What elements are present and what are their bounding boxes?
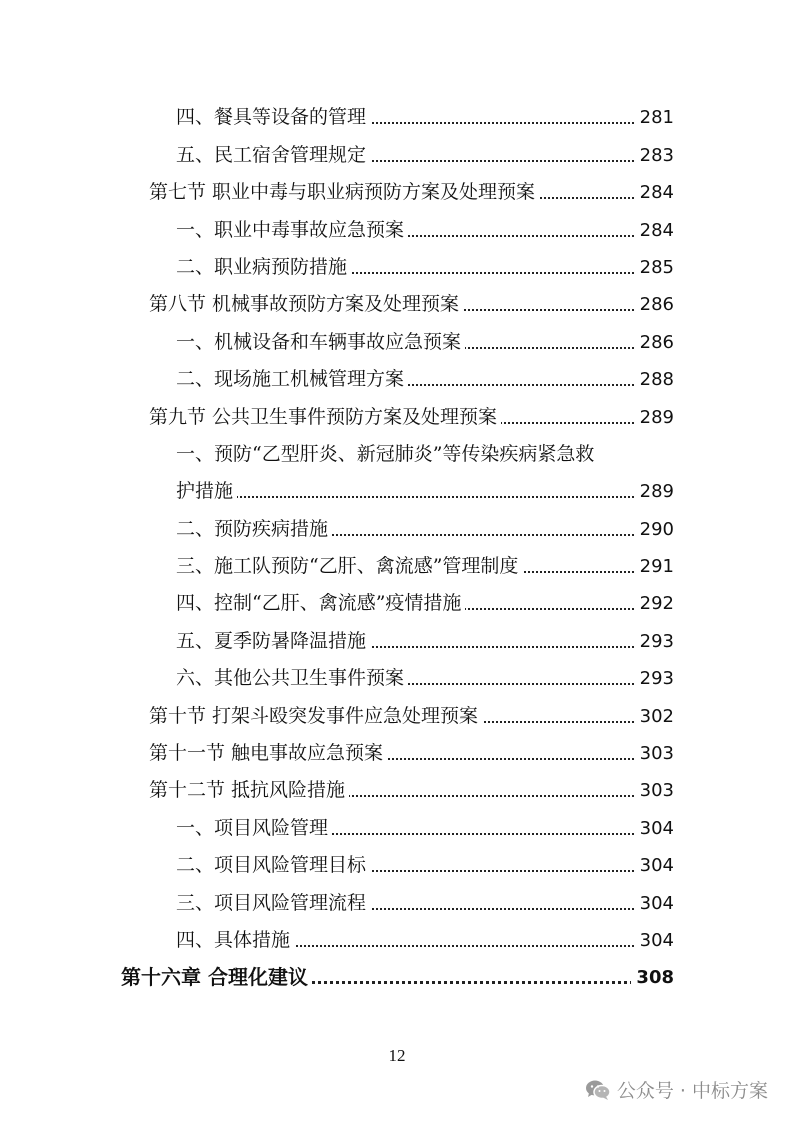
toc-entry-label: 四、控制“乙肝、禽流感”疫情措施 (176, 594, 465, 613)
toc-section-entry[interactable] (0, 771, 794, 808)
toc-section-entry[interactable] (0, 696, 794, 733)
toc-subsection-entry[interactable] (0, 509, 794, 546)
toc-entry-label: 护措施 (176, 482, 237, 501)
toc-entry-label: 六、其他公共卫生事件预案 (176, 669, 408, 688)
table-of-contents (0, 98, 794, 995)
toc-subsection-entry[interactable] (0, 322, 794, 359)
toc-page-number: 286 (635, 296, 674, 314)
toc-page-number: 292 (635, 595, 674, 613)
toc-subsection-entry[interactable] (0, 472, 794, 509)
toc-entry-label: 第九节 公共卫生事件预防方案及处理预案 (149, 408, 501, 427)
toc-page-number: 286 (635, 334, 674, 352)
toc-page-number: 304 (635, 932, 674, 950)
toc-subsection-entry[interactable] (0, 435, 794, 472)
watermark (585, 1076, 768, 1103)
toc-subsection-entry[interactable] (0, 210, 794, 247)
toc-entry-label: 第十六章 合理化建议 (121, 967, 312, 987)
toc-page-number: 284 (635, 222, 674, 240)
toc-entry-label: 第八节 机械事故预防方案及处理预案 (149, 295, 463, 314)
toc-entry-label: 一、预防“乙型肝炎、新冠肺炎”等传染疾病紧急救 (176, 442, 595, 465)
toc-page-number: 293 (635, 633, 674, 651)
toc-subsection-entry[interactable] (0, 547, 794, 584)
toc-page-number: 281 (635, 109, 674, 127)
toc-entry-label: 五、夏季防暑降温措施 (176, 632, 370, 651)
toc-page-number: 284 (635, 184, 674, 202)
toc-subsection-entry[interactable] (0, 135, 794, 172)
toc-entry-label: 第七节 职业中毒与职业病预防方案及处理预案 (149, 183, 539, 202)
toc-subsection-entry[interactable] (0, 883, 794, 920)
toc-section-entry[interactable] (0, 173, 794, 210)
toc-entry-label: 三、施工队预防“乙肝、禽流感”管理制度 (176, 557, 522, 576)
toc-page-number: 303 (635, 745, 674, 763)
toc-chapter-entry[interactable] (0, 958, 794, 995)
toc-page-number: 304 (635, 857, 674, 875)
toc-page-number: 304 (635, 895, 674, 913)
toc-page-number: 285 (635, 259, 674, 277)
toc-page-number: 303 (635, 782, 674, 800)
toc-entry-label: 第十节 打架斗殴突发事件应急处理预案 (149, 707, 482, 726)
toc-entry-label: 四、具体措施 (176, 931, 294, 950)
toc-subsection-entry[interactable] (0, 248, 794, 285)
watermark-text: 公众号 · 中标方案 (616, 1080, 768, 1102)
toc-entry-label: 二、职业病预防措施 (176, 258, 351, 277)
toc-entry-label: 三、项目风险管理流程 (176, 894, 370, 913)
wechat-icon (585, 1079, 611, 1101)
toc-subsection-entry[interactable] (0, 846, 794, 883)
toc-subsection-entry[interactable] (0, 98, 794, 135)
toc-page-number: 289 (635, 483, 674, 501)
toc-entry-label: 四、餐具等设备的管理 (176, 108, 370, 127)
page-number: 12 (388, 1046, 406, 1065)
toc-subsection-entry[interactable] (0, 808, 794, 845)
toc-page-number: 283 (635, 147, 674, 165)
toc-entry-label: 一、机械设备和车辆事故应急预案 (176, 333, 465, 352)
toc-page-number: 304 (635, 820, 674, 838)
toc-entry-label: 五、民工宿舍管理规定 (176, 146, 370, 165)
toc-page-number: 308 (631, 969, 674, 987)
toc-subsection-entry[interactable] (0, 584, 794, 621)
toc-entry-label: 一、项目风险管理 (176, 819, 332, 838)
toc-subsection-entry[interactable] (0, 659, 794, 696)
toc-subsection-entry[interactable] (0, 621, 794, 658)
toc-section-entry[interactable] (0, 285, 794, 322)
toc-entry-label: 二、预防疾病措施 (176, 520, 332, 539)
toc-entry-label: 二、项目风险管理目标 (176, 856, 370, 875)
toc-entry-label: 第十一节 触电事故应急预案 (149, 744, 387, 763)
toc-section-entry[interactable] (0, 397, 794, 434)
toc-page-number: 291 (635, 558, 674, 576)
toc-subsection-entry[interactable] (0, 921, 794, 958)
toc-section-entry[interactable] (0, 734, 794, 771)
toc-subsection-entry[interactable] (0, 360, 794, 397)
toc-entry-label: 一、职业中毒事故应急预案 (176, 221, 408, 240)
toc-entry-label: 第十二节 抵抗风险措施 (149, 781, 349, 800)
toc-page-number: 290 (635, 521, 674, 539)
toc-page-number: 288 (635, 371, 674, 389)
toc-entry-label: 二、现场施工机械管理方案 (176, 370, 408, 389)
toc-dot-leader (176, 496, 674, 498)
toc-page-number: 293 (635, 670, 674, 688)
toc-page-number: 289 (635, 409, 674, 427)
toc-page-number: 302 (635, 708, 674, 726)
